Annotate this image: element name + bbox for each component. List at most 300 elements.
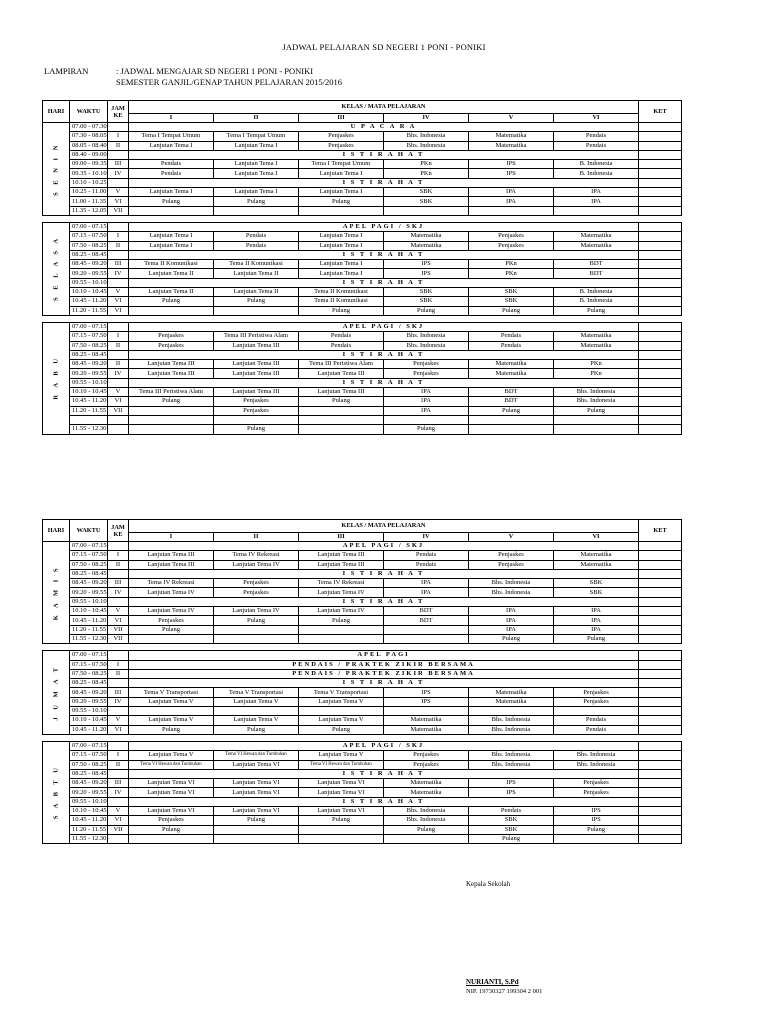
subject-cell: Lanjutan Tema II — [129, 288, 214, 297]
jam-ke-cell: VII — [108, 625, 129, 634]
subject-cell: Tema I Tempat Umum — [299, 160, 384, 169]
subject-cell: Matematika — [384, 788, 469, 797]
span-label: I S T I R A H A T — [129, 350, 639, 359]
subject-cell: Penjaskes — [554, 788, 639, 797]
subject-cell: Tema II Komunikasi — [214, 260, 299, 269]
jam-ke-cell: II — [108, 341, 129, 350]
subject-cell: Matematika — [469, 369, 554, 378]
table-row — [43, 816, 682, 825]
ket-cell — [639, 222, 682, 231]
ket-cell — [639, 834, 682, 843]
subject-cell: Pulang — [299, 397, 384, 406]
jam-ke-cell — [108, 378, 129, 387]
subject-cell: Lanjutan Tema V — [214, 697, 299, 706]
subject-cell — [129, 306, 214, 315]
subject-cell: SBK — [469, 288, 554, 297]
waktu-cell: 08.45 - 09.20 — [70, 688, 108, 697]
table-row — [43, 332, 682, 341]
jam-ke-cell: I — [108, 551, 129, 560]
header-class-6: VI — [554, 114, 639, 123]
subject-cell: IPS — [469, 169, 554, 178]
waktu-cell: 07.15 - 07.50 — [70, 232, 108, 241]
header-ket: KET — [639, 520, 682, 542]
waktu-cell: 11.55 - 12.30 — [70, 634, 108, 643]
table-row — [43, 425, 682, 434]
header-class-5: V — [469, 533, 554, 542]
waktu-cell: 07.50 - 08.25 — [70, 341, 108, 350]
table-row — [43, 206, 682, 215]
subject-cell: Lanjutan Tema I — [129, 188, 214, 197]
subject-cell: Matematika — [554, 341, 639, 350]
subject-cell: Matematika — [384, 725, 469, 734]
subject-cell — [129, 425, 214, 434]
subject-cell: Penjaskes — [384, 751, 469, 760]
subject-cell: Lanjutan Tema VI — [214, 807, 299, 816]
table-row — [43, 360, 682, 369]
subject-cell — [299, 707, 384, 716]
header-class-3: III — [299, 533, 384, 542]
header-hari: HARI — [43, 101, 70, 123]
subject-cell: Lanjutan Tema II — [129, 269, 214, 278]
subject-cell — [554, 425, 639, 434]
subject-cell: Penjaskes — [384, 760, 469, 769]
waktu-cell: 09.35 - 10.10 — [70, 169, 108, 178]
subject-cell: Lanjutan Tema VI — [129, 807, 214, 816]
subject-cell: BDT — [469, 388, 554, 397]
ket-cell — [639, 341, 682, 350]
subject-cell: Bhs. Indonesia — [469, 725, 554, 734]
ket-cell — [639, 597, 682, 606]
waktu-cell: 09.55 - 10.10 — [70, 378, 108, 387]
header-class-3: III — [299, 114, 384, 123]
ket-cell — [639, 697, 682, 706]
subject-cell: Tema V Transportasi — [214, 688, 299, 697]
jam-ke-cell — [108, 679, 129, 688]
waktu-cell: 07.00 - 07.15 — [70, 741, 108, 750]
subject-cell: IPS — [384, 688, 469, 697]
ket-cell — [639, 241, 682, 250]
waktu-cell: 09.55 - 10.10 — [70, 707, 108, 716]
span-label: I S T I R A H A T — [129, 797, 639, 806]
ket-cell — [639, 779, 682, 788]
gap-row — [43, 215, 682, 222]
subject-cell — [129, 206, 214, 215]
table-row — [43, 197, 682, 206]
table-row — [43, 788, 682, 797]
waktu-cell: 09.55 - 10.10 — [70, 797, 108, 806]
subject-cell: Bhs. Indonesia — [469, 760, 554, 769]
subject-cell: Pendais — [299, 341, 384, 350]
jam-ke-cell — [108, 741, 129, 750]
subject-cell: Lanjutan Tema III — [299, 560, 384, 569]
subject-cell: Pendais — [299, 332, 384, 341]
waktu-cell: 08.25 - 08.45 — [70, 769, 108, 778]
subject-cell: Pulang — [299, 725, 384, 734]
waktu-cell: 07.50 - 08.25 — [70, 669, 108, 678]
subject-cell: Matematika — [554, 332, 639, 341]
table-row — [43, 616, 682, 625]
subject-cell: BDT — [384, 607, 469, 616]
span-label: APEL PAGI — [129, 651, 639, 660]
jam-ke-cell: II — [108, 760, 129, 769]
jam-ke-cell: VI — [108, 616, 129, 625]
jam-ke-cell: V — [108, 388, 129, 397]
ket-cell — [639, 669, 682, 678]
subject-cell: Tema I Tempat Umum — [129, 132, 214, 141]
span-label: I S T I R A H A T — [129, 178, 639, 187]
subject-cell — [129, 406, 214, 415]
ket-cell — [639, 297, 682, 306]
span-label: APEL PAGI / SKJ — [129, 222, 639, 231]
subject-cell: Bhs. Indonesia — [384, 141, 469, 150]
waktu-cell: 07.30 - 08.05 — [70, 132, 108, 141]
ket-cell — [639, 250, 682, 259]
subject-cell: IPS — [469, 160, 554, 169]
waktu-cell: 09.20 - 09.55 — [70, 788, 108, 797]
ket-cell — [639, 188, 682, 197]
ket-cell — [639, 123, 682, 132]
subject-cell: IPA — [554, 616, 639, 625]
subject-cell: Lanjutan Tema III — [129, 369, 214, 378]
subject-cell: Penjaskes — [554, 688, 639, 697]
subject-cell: Lanjutan Tema VI — [214, 788, 299, 797]
waktu-cell: 07.00 - 07.30 — [70, 123, 108, 132]
subject-cell: IPS — [554, 807, 639, 816]
header-ket: KET — [639, 101, 682, 123]
subject-cell — [554, 206, 639, 215]
subject-cell: IPS — [469, 788, 554, 797]
day-name: R A B U — [43, 322, 70, 434]
jam-ke-cell: VII — [108, 825, 129, 834]
table-row — [43, 378, 682, 387]
subject-cell: SBK — [384, 297, 469, 306]
subject-cell — [214, 707, 299, 716]
subject-cell: Pulang — [384, 425, 469, 434]
table-row — [43, 607, 682, 616]
table-row — [43, 288, 682, 297]
subject-cell: Bhs. Indonesia — [469, 716, 554, 725]
subject-cell — [214, 306, 299, 315]
subject-cell: Tema I Tempat Umum — [214, 132, 299, 141]
span-label: I S T I R A H A T — [129, 378, 639, 387]
jam-ke-cell: VI — [108, 197, 129, 206]
subject-cell: IPS — [469, 779, 554, 788]
header-class-1: I — [129, 114, 214, 123]
subject-cell: Pulang — [214, 297, 299, 306]
waktu-cell: 10.45 - 11.20 — [70, 297, 108, 306]
ket-cell — [639, 332, 682, 341]
subject-cell: Pulang — [214, 425, 299, 434]
ket-cell — [639, 725, 682, 734]
ket-cell — [639, 542, 682, 551]
subject-cell: Pulang — [129, 197, 214, 206]
subject-cell: Lanjutan Tema V — [299, 751, 384, 760]
waktu-cell: 10.25 - 11.00 — [70, 188, 108, 197]
subject-cell — [129, 415, 214, 424]
subject-cell: IPA — [384, 397, 469, 406]
subject-cell: Lanjutan Tema IV — [299, 588, 384, 597]
jam-ke-cell: IV — [108, 169, 129, 178]
subject-cell: Lanjutan Tema III — [129, 560, 214, 569]
subject-cell: Lanjutan Tema I — [299, 260, 384, 269]
subject-cell: Tema II Komunikasi — [299, 288, 384, 297]
subject-cell: Bhs. Indonesia — [554, 397, 639, 406]
jam-ke-cell: VI — [108, 306, 129, 315]
subject-cell: Penjaskes — [554, 697, 639, 706]
header-class-6: VI — [554, 533, 639, 542]
subject-cell: SBK — [554, 579, 639, 588]
subject-cell: Lanjutan Tema I — [299, 169, 384, 178]
ket-cell — [639, 588, 682, 597]
subject-cell: SBK — [554, 588, 639, 597]
waktu-cell: 07.15 - 07.50 — [70, 660, 108, 669]
waktu-cell: 08.25 - 08.45 — [70, 350, 108, 359]
subject-cell — [469, 206, 554, 215]
header-class-5: V — [469, 114, 554, 123]
header-hari: HARI — [43, 520, 70, 542]
span-label: U P A C A R A — [129, 123, 639, 132]
jam-ke-cell: III — [108, 260, 129, 269]
subject-cell: Bhs. Indonesia — [554, 760, 639, 769]
subject-cell: Matematika — [469, 697, 554, 706]
waktu-cell: 08.05 - 08.40 — [70, 141, 108, 150]
subject-cell — [384, 707, 469, 716]
subject-cell: Lanjutan Tema I — [299, 269, 384, 278]
subject-cell: Bhs. Indonesia — [384, 816, 469, 825]
subject-cell: Matematika — [384, 716, 469, 725]
subject-cell: Tema IV Rekreasi — [214, 551, 299, 560]
waktu-cell: 11.00 - 11.35 — [70, 197, 108, 206]
subject-cell: Tema III Peristiwa Alam — [299, 360, 384, 369]
ket-cell — [639, 579, 682, 588]
jam-ke-cell — [108, 425, 129, 434]
subject-cell — [299, 425, 384, 434]
subject-cell — [384, 625, 469, 634]
subject-cell: IPA — [554, 188, 639, 197]
subject-cell — [554, 707, 639, 716]
waktu-cell: 08.45 - 09.20 — [70, 579, 108, 588]
subject-cell — [384, 206, 469, 215]
table-row — [43, 250, 682, 259]
subject-cell: Pulang — [129, 725, 214, 734]
subject-cell: Penjaskes — [214, 397, 299, 406]
subject-cell: Pulang — [469, 306, 554, 315]
ket-cell — [639, 206, 682, 215]
subject-cell: IPA — [469, 197, 554, 206]
waktu-cell: 10.45 - 11.20 — [70, 397, 108, 406]
subject-cell: SBK — [384, 288, 469, 297]
subject-cell — [214, 834, 299, 843]
subject-cell: Pulang — [469, 834, 554, 843]
ket-cell — [639, 141, 682, 150]
subject-cell: Lanjutan Tema V — [214, 716, 299, 725]
table-row — [43, 350, 682, 359]
table-row — [43, 669, 682, 678]
ket-cell — [639, 741, 682, 750]
ket-cell — [639, 306, 682, 315]
subject-cell — [384, 834, 469, 843]
subject-cell: Matematika — [554, 232, 639, 241]
ket-cell — [639, 288, 682, 297]
waktu-cell: 07.50 - 08.25 — [70, 241, 108, 250]
ket-cell — [639, 769, 682, 778]
jam-ke-cell — [108, 123, 129, 132]
ket-cell — [639, 425, 682, 434]
ket-cell — [639, 415, 682, 424]
subject-cell: Pendais — [469, 332, 554, 341]
subject-cell — [214, 825, 299, 834]
subject-cell: Matematika — [384, 779, 469, 788]
span-label: APEL PAGI / SKJ — [129, 741, 639, 750]
table-row — [43, 625, 682, 634]
subject-cell — [214, 206, 299, 215]
subject-cell: Pulang — [299, 197, 384, 206]
jam-ke-cell — [108, 322, 129, 331]
waktu-cell: 10.10 - 10.45 — [70, 807, 108, 816]
table-row — [43, 579, 682, 588]
subject-cell: SBK — [469, 825, 554, 834]
table-row — [43, 160, 682, 169]
lampiran-line-2: SEMESTER GANJIL/GENAP TAHUN PELAJARAN 2015/2016 — [116, 76, 342, 87]
subject-cell: Penjaskes — [129, 816, 214, 825]
subject-cell — [214, 415, 299, 424]
subject-cell: Pulang — [129, 825, 214, 834]
subject-cell: Lanjutan Tema I — [214, 169, 299, 178]
header-row — [43, 101, 682, 114]
subject-cell: BDT — [469, 397, 554, 406]
waktu-cell: 08.40 - 09.00 — [70, 150, 108, 159]
ket-cell — [639, 269, 682, 278]
table-row — [43, 797, 682, 806]
subject-cell — [299, 206, 384, 215]
waktu-cell: 09.55 - 10.10 — [70, 278, 108, 287]
subject-cell: Penjaskes — [129, 332, 214, 341]
waktu-cell: 07.00 - 07.15 — [70, 651, 108, 660]
table-row — [43, 634, 682, 643]
table-row — [43, 560, 682, 569]
span-label: PENDAIS / PRAKTEK ZIKIR BERSAMA — [129, 669, 639, 678]
span-label: I S T I R A H A T — [129, 769, 639, 778]
lampiran-label: LAMPIRAN — [44, 66, 89, 76]
jam-ke-cell: II — [108, 241, 129, 250]
subject-cell: Tema V Transportasi — [129, 688, 214, 697]
subject-cell — [299, 406, 384, 415]
waktu-cell: 08.25 - 08.45 — [70, 569, 108, 578]
waktu-cell: 08.45 - 09.20 — [70, 260, 108, 269]
subject-cell: Lanjutan Tema III — [299, 551, 384, 560]
table-row — [43, 651, 682, 660]
table-row — [43, 297, 682, 306]
table-row — [43, 260, 682, 269]
span-label: I S T I R A H A T — [129, 150, 639, 159]
span-label: I S T I R A H A T — [129, 679, 639, 688]
jam-ke-cell: I — [108, 660, 129, 669]
table-row — [43, 807, 682, 816]
waktu-cell: 09.00 - 09.35 — [70, 160, 108, 169]
jam-ke-cell: VI — [108, 397, 129, 406]
subject-cell: Penjaskes — [469, 232, 554, 241]
jam-ke-cell — [108, 707, 129, 716]
subject-cell: Tema V Transportasi — [299, 688, 384, 697]
ket-cell — [639, 807, 682, 816]
subject-cell: Tema IV Rekreasi — [299, 579, 384, 588]
subject-cell: IPA — [554, 197, 639, 206]
table-row — [43, 551, 682, 560]
header-jam-ke: JAM KE — [108, 101, 129, 123]
ket-cell — [639, 551, 682, 560]
subject-cell: IPA — [469, 188, 554, 197]
waktu-cell: 08.25 - 08.45 — [70, 250, 108, 259]
subject-cell: Pendais — [384, 560, 469, 569]
jam-ke-cell: IV — [108, 788, 129, 797]
day-name: S E N I N — [43, 123, 70, 216]
jam-ke-cell: IV — [108, 369, 129, 378]
subject-cell: Pulang — [214, 725, 299, 734]
subject-cell: Tema II Komunikasi — [129, 260, 214, 269]
subject-cell: Matematika — [469, 141, 554, 150]
day-name: S E L A S A — [43, 222, 70, 315]
subject-cell: Matematika — [554, 551, 639, 560]
subject-cell: Pendais — [129, 160, 214, 169]
subject-cell: Tema VI Hewan dan Tumbuhan — [129, 760, 214, 769]
jam-ke-cell: VI — [108, 297, 129, 306]
day-name: J U M A T — [43, 651, 70, 735]
principal-name: NURIANTI, S.Pd — [466, 978, 519, 986]
jam-ke-cell: II — [108, 360, 129, 369]
subject-cell: Tema VI Hewan dan Tumbuhan — [299, 760, 384, 769]
subject-cell: PKn — [384, 160, 469, 169]
table-row — [43, 588, 682, 597]
subject-cell: Bhs. Indonesia — [384, 807, 469, 816]
subject-cell: Pulang — [554, 406, 639, 415]
table-row — [43, 178, 682, 187]
ket-cell — [639, 625, 682, 634]
span-label: I S T I R A H A T — [129, 278, 639, 287]
ket-cell — [639, 569, 682, 578]
ket-cell — [639, 150, 682, 159]
ket-cell — [639, 178, 682, 187]
subject-cell — [299, 634, 384, 643]
subject-cell: IPA — [384, 579, 469, 588]
subject-cell: SBK — [469, 816, 554, 825]
table-row — [43, 688, 682, 697]
table-row — [43, 707, 682, 716]
table-row — [43, 597, 682, 606]
table-row — [43, 406, 682, 415]
ket-cell — [639, 169, 682, 178]
subject-cell: Matematika — [469, 132, 554, 141]
table-row — [43, 141, 682, 150]
subject-cell: Pendais — [469, 807, 554, 816]
subject-cell: Lanjutan Tema III — [214, 388, 299, 397]
jam-ke-cell: III — [108, 579, 129, 588]
ket-cell — [639, 232, 682, 241]
jam-ke-cell — [108, 278, 129, 287]
span-label: I S T I R A H A T — [129, 597, 639, 606]
waktu-cell: 11.20 - 11.55 — [70, 625, 108, 634]
subject-cell: Penjaskes — [469, 551, 554, 560]
subject-cell: Penjaskes — [129, 341, 214, 350]
jam-ke-cell: III — [108, 160, 129, 169]
jam-ke-cell — [108, 797, 129, 806]
jam-ke-cell: IV — [108, 697, 129, 706]
subject-cell: BDT — [554, 269, 639, 278]
subject-cell: Penjaskes — [299, 141, 384, 150]
jam-ke-cell — [108, 150, 129, 159]
ket-cell — [639, 788, 682, 797]
header-kelas: KELAS / MATA PELAJARAN — [129, 101, 639, 114]
ket-cell — [639, 607, 682, 616]
